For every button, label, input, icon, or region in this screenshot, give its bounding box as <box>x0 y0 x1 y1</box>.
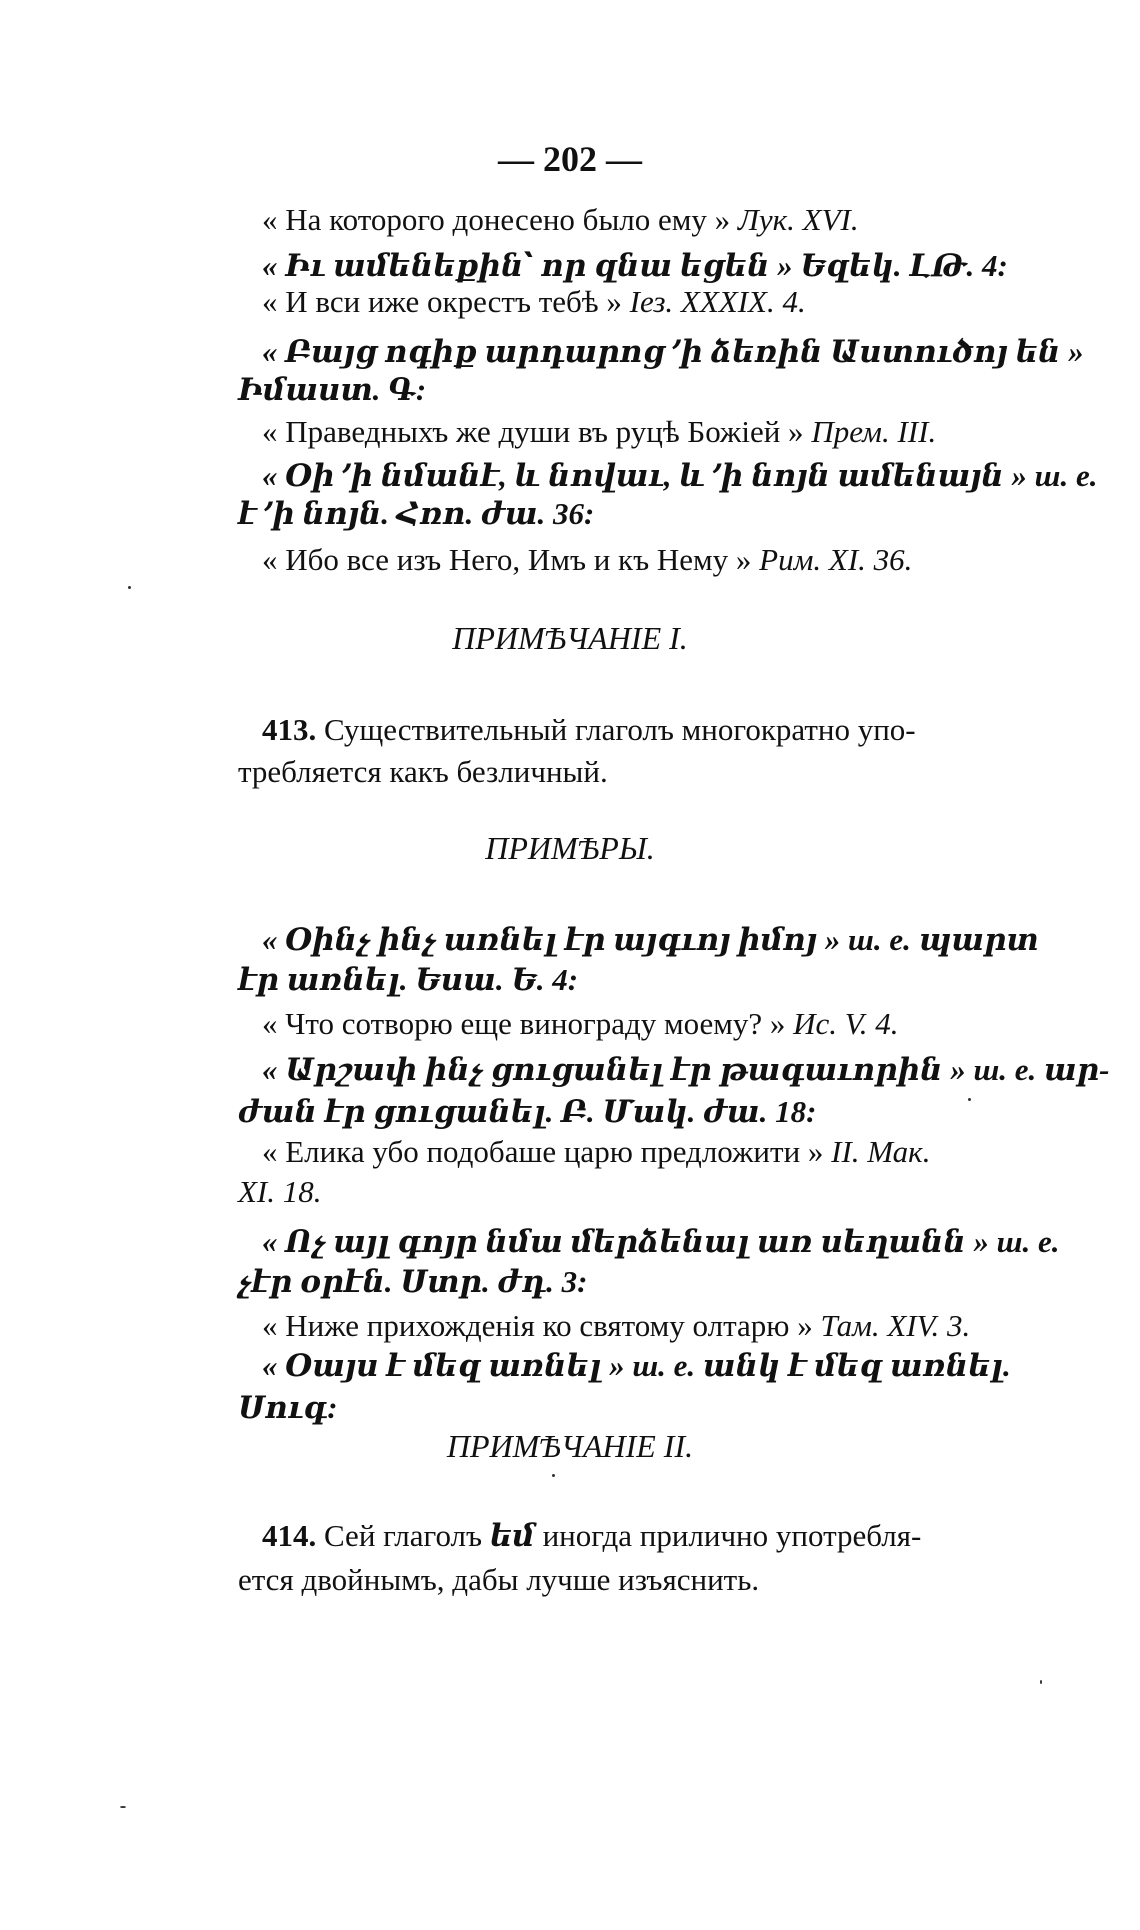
paragraph-413-line-1 <box>262 710 916 750</box>
text-line: էր առնել. Եսա. Ե. 4: <box>238 962 579 997</box>
line-text: « Ниже прихожденія ко святому олтарю » <box>262 1308 813 1343</box>
page-number: — 202 — <box>498 139 642 179</box>
scan-speck <box>552 1474 555 1477</box>
text-line: « Օինչ ինչ առնել էր այգւոյ իմոյ » ш. е. պարտ <box>262 922 1039 957</box>
text-line: « Իւ ամենեքին՝ որ զնա եցեն » Եզեկ. ԼԹ. 4: <box>262 248 1008 283</box>
text-line <box>238 1172 322 1212</box>
scripture-reference: Рим. XI. 36. <box>759 542 913 577</box>
line-text: « На которого донесено было ему » <box>262 202 731 237</box>
text-line: « Օայս է մեզ առնել » ш. е. անկ է մեզ առնել. <box>262 1348 1011 1383</box>
text-line: ժան էր ցուցանել. Բ. Մակ. ժա. 18: <box>238 1094 817 1129</box>
text-line: չէր օրէն. Ստր. ժդ. 3: <box>238 1264 588 1299</box>
scripture-reference: XI. 18. <box>238 1174 322 1209</box>
section-heading: ПРИМѢРЫ. <box>485 830 655 866</box>
line-text: « Ибо все изъ Него, Имъ и къ Нему » <box>262 542 752 577</box>
text-line: Իմաստ. Գ: <box>238 372 427 407</box>
text-line: Սուգ: <box>238 1390 338 1425</box>
text-line <box>262 1004 898 1044</box>
paragraph-414-line-1 <box>262 1516 921 1556</box>
paragraph-414-line-2: ется двойнымъ, дабы лучше изъяснить. <box>238 1562 760 1597</box>
scan-speck <box>128 586 131 589</box>
section-heading: ПРИМѢЧАНІЕ II. <box>446 1428 694 1464</box>
paragraph-number: 414. <box>262 1518 317 1553</box>
text-line: « Օի ՚ի նմանէ, և նովաւ, և ՚ի նոյն ամենայն » ш. е. <box>262 458 1098 493</box>
section-heading: ПРИМѢЧАНІЕ I. <box>452 620 688 656</box>
scripture-reference: Iез. XXXIX. 4. <box>629 284 806 319</box>
line-text: иногда прилично употребля- <box>542 1518 922 1553</box>
text-line: « Բայց ոգիք արդարոց ՚ի ձեռին Աստուծոյ են » <box>262 334 1084 369</box>
text-line: է ՚ի նոյն. Հռո. ժա. 36: <box>238 496 595 531</box>
scripture-reference: Лук. XVI. <box>737 202 859 237</box>
scripture-reference: II. Мак. <box>831 1134 931 1169</box>
text-line <box>262 282 806 322</box>
line-text: Сей глаголъ <box>324 1518 483 1553</box>
paragraph-413-line-2: требляется какъ безличный. <box>238 754 608 789</box>
text-line <box>262 412 936 452</box>
scripture-reference: Там. XIV. 3. <box>820 1308 971 1343</box>
text-line <box>262 200 859 240</box>
paragraph-number: 413. <box>262 712 317 747</box>
text-line <box>262 540 912 580</box>
text-line: « Արշափ ինչ ցուցանել էր թագաւորին » ш. е. ար- <box>262 1052 1110 1087</box>
scripture-reference: Ис. V. 4. <box>793 1006 899 1041</box>
text-line <box>262 1306 970 1346</box>
scan-speck <box>968 1098 971 1101</box>
line-text: « Что сотворю еще винограду моему? » <box>262 1006 786 1041</box>
text-line: « Ոչ այլ գոյր նմա մերձենալ առ սեղանն » ш. е. <box>262 1224 1060 1259</box>
line-text: « Праведныхъ же души въ руцѣ Божіей » <box>262 414 804 449</box>
text-line <box>262 1132 930 1172</box>
line-text: « Елика убо подобаше царю предложити » <box>262 1134 824 1169</box>
scan-speck <box>1040 1680 1042 1684</box>
armenian-word: եմ <box>489 1518 535 1553</box>
scan-speck <box>120 1806 126 1808</box>
line-text: « И вси иже окрестъ тебѣ » <box>262 284 622 319</box>
scripture-reference: Прем. III. <box>811 414 937 449</box>
line-text: Существительный глаголъ многократно упо- <box>324 712 916 747</box>
